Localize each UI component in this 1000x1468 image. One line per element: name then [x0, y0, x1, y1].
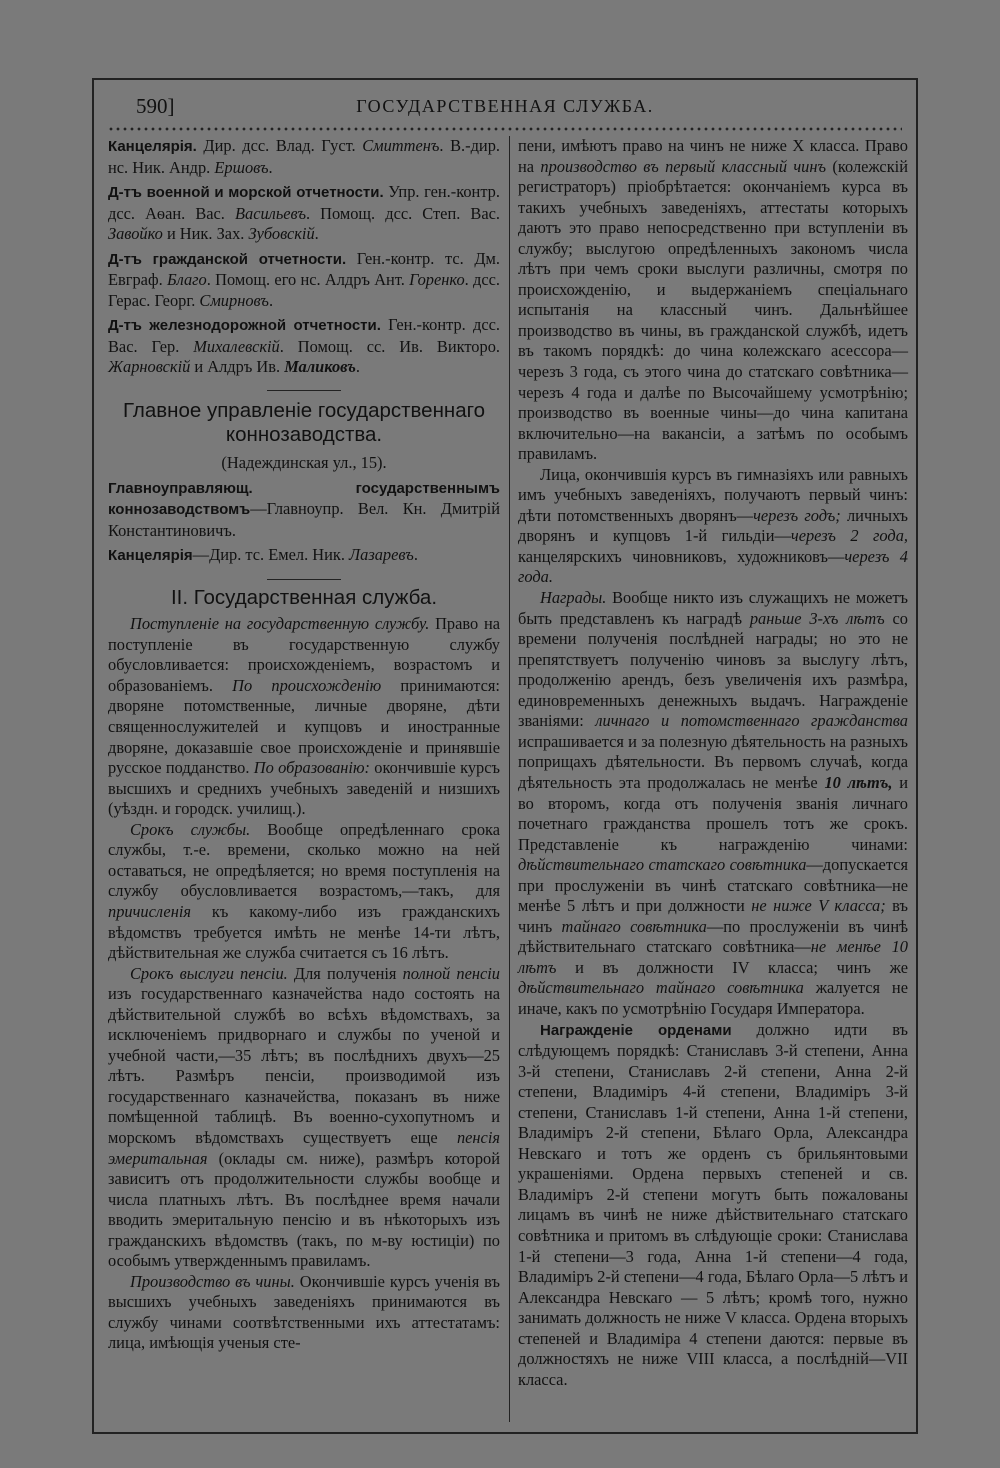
paragraph-continued: пени, имѣютъ право на чинъ не ниже X класса. Право на производство въ первый классный чинъ (колежскій регистраторъ) пріобрѣтается: окончаніемъ курса въ такихъ учебныхъ заведеніяхъ, аттестаты которыхъ даютъ это право непосредственно при вступленіи въ службу; выслугою опредѣленныхъ закономъ числа лѣтъ при чемъ сроки выслуги различны, смотря по происхожденію, и выдержаніемъ спеціальнаго испытанія на классный чинъ. Дальнѣйшее производство въ чины, въ гражданской службѣ, идетъ въ такомъ порядкѣ: до чина колежскаго асессора—черезъ 3 года, съ этого чина до статскаго совѣтника—черезъ 4 года и далѣе по Высочайшему усмотрѣнію; производство въ военные чины—до чина капитана включительно—на вакансіи, а затѣмъ по особымъ правиламъ.	[518, 136, 908, 464]
paragraph-ordena: Награжденіе орденами должно идти въ слѣдующемъ порядкѣ: Станиславъ 3-й степени, Анна 3-й степени, Станиславъ 2-й степени, Анна 2-й степени, Владиміръ 4-й степени, Владиміръ 3-й степени, Станиславъ 1-й степени, Анна 1-й степени, Владиміръ 2-й степени, Бѣлаго Орла, Александра Невскаго и тотъ же орденъ съ брильянтовыми украшеніями. Ордена первыхъ степеней и св. Владиміръ 2-й степени могутъ быть пожалованы лицамъ въ чинѣ не ниже дѣйствительнаго статскаго совѣтника и притомъ въ слѣдующіе сроки: Станислава 1-й степени—3 года, Анна 1-й степени—4 года, Владиміръ 2-й степени—4 года, Бѣлаго Орла—5 лѣтъ и Александра Невскаго — 5 лѣтъ; кромѣ того, нужно занимать должность не ниже V класса. Ордена вторыхъ степеней и Владиміра 4 степени даются: первые въ должностяхъ не ниже VIII класса, а послѣдній—VII класса.	[518, 1019, 909, 1389]
entry-label: Д-тъ военной и морской отчетности.	[108, 184, 384, 202]
entry-voen: Д-тъ военной и морской отчетности. Упр. ген.-контр. дсс. Аѳан. Вас. Васильевъ. Помощ. дсс. Степ. Вас. Завойко и Ник. Зах. Зубовскій.	[108, 182, 500, 244]
book-page	[92, 78, 918, 1434]
paragraph-srok: Срокъ службы. Вообще опредѣленнаго срока службы, т.-е. времени, сколько можно на ней оставаться, не опредѣляется; но время поступленія на службу обусловливается возрастомъ,—такъ, для причисленія къ какому-либо изъ гражданскихъ вѣдомствъ требуется имѣть не менѣе 14-ти лѣтъ, дѣйствительная же служба считается съ 16 лѣтъ.	[108, 819, 501, 963]
divider	[267, 390, 341, 391]
paragraph-postuplenie: Поступленіе на государственную службу. Право на поступленіе въ государственную службу обусловливается: происхожденіемъ, возрастомъ и образованіемъ. По происхожденію принимаются: дворяне потомственные, личные дворяне, дѣти священнослужителей и купцовъ и иностранные дворяне, доказавшіе свое происхожденіе и принявшіе русское подданство. По образованію: окончившіе курсъ высшихъ и среднихъ учебныхъ заведеній и низшихъ (уѣздн. и городск. училищ.).	[108, 614, 500, 819]
paragraph-gimnazii: Лица, окончившія курсъ въ гимназіяхъ или равныхъ имъ учебныхъ заведеніяхъ, получаютъ первый чинъ: дѣти потомственныхъ дворянъ—черезъ годъ; личныхъ дворянъ и купцовъ 1-й гильдіи—черезъ 2 года, канцелярскихъ чиновниковъ, художниковъ—черезъ 4 года.	[518, 464, 909, 587]
address: (Надеждинская ул., 15).	[221, 453, 387, 473]
chapter-title: II. Государственная служба.	[170, 585, 438, 609]
paragraph-lead: Срокъ выслуги пенсіи.	[130, 963, 288, 983]
page-number: 590]	[136, 94, 175, 118]
entry-label: Канцелярія.	[108, 138, 197, 155]
paragraph-pensia: Срокъ выслуги пенсіи. Для полученія полной пенсіи изъ государственнаго казначейства надо состоять на дѣйствительной службѣ во всѣхъ вѣдомствахъ, за исключеніемъ придворнаго и службы по ученой и учебной части,—35 лѣтъ; въ послѣднихъ двухъ—25 лѣтъ. Размѣръ пенсіи, производимой изъ государственнаго казначейства, показанъ въ ниже помѣщенной таблицѣ. Въ военно-сухопутномъ и морскомъ вѣдомствахъ существуетъ еще пенсія эмеритальная (оклады см. ниже), размѣръ которой зависитъ отъ продолжительности службы вообще и числа платныхъ лѣтъ. Въ послѣднее время начали вводить эмеритальную пенсію и въ нѣкоторыхъ изъ гражданскихъ вѣдомствъ (такъ, по м-ву юстиціи) по особымъ утвержденнымъ правиламъ.	[108, 963, 501, 1271]
column-rule	[509, 136, 510, 1422]
wavy-divider	[108, 126, 902, 132]
paragraph-lead: Награжденіе орденами	[540, 1021, 732, 1039]
entry-grazh: Д-тъ гражданской отчетности. Ген.-контр. тс. Дм. Евграф. Благо. Помощ. его нс. Алдръ Ант. Горенко. дсс. Герас. Георг. Смирновъ.	[108, 248, 501, 310]
right-column	[518, 136, 908, 1390]
running-header	[94, 94, 916, 126]
divider	[267, 579, 341, 580]
paragraph-lead: Поступленіе на государственную службу.	[130, 614, 430, 634]
entry-glav-upr: Главноуправляющ. государственнымъ коннозаводствомъ—Главноупр. Вел. Кн. Дмитрій Константиновичъ.	[108, 479, 500, 540]
paragraph-proizvodstvo: Производство въ чины. Окончившіе курсъ ученія въ высшихъ учебныхъ заведеніяхъ принимаются въ службу чинами соотвѣтственными ихъ аттестатамъ: лица, имѣющія ученыя сте-	[108, 1271, 500, 1353]
paragraph-lead: Производство въ чины.	[130, 1271, 295, 1291]
entry-glav-kanc: Канцелярія—Дир. тс. Емел. Ник. Лазаревъ.	[108, 545, 418, 565]
running-title: ГОСУДАРСТВЕННАЯ СЛУЖБА.	[356, 96, 654, 116]
entry-label: Главноуправляющ. государственнымъ коннозаводствомъ	[108, 479, 500, 519]
entry-label: Д-тъ гражданской отчетности.	[108, 250, 347, 268]
entry-label: Канцелярія	[108, 547, 193, 565]
left-column	[108, 136, 500, 1354]
entry-label: Д-тъ железнодорожной отчетности.	[108, 317, 381, 335]
entry-zhel: Д-тъ железнодорожной отчетности. Ген.-контр. дсс. Вас. Гер. Михалевскій. Помощ. сс. Ив. Викторо. Жарновскій и Алдръ Ив. Маликовъ.	[108, 315, 501, 377]
paragraph-lead: Награды.	[540, 588, 607, 608]
paragraph-nagrady: Награды. Вообще никто изъ служащихъ не можетъ быть представленъ къ наградѣ раньше 3-хъ лѣтъ со времени полученія послѣдней награды; но это не препятствуетъ полученію чиновъ за выслугу лѣтъ, продолженію арендъ, безъ увеличенія ихъ размѣра, единовременныхъ денежныхъ выдачъ. Награжденіе званіями: личнаго и потомственнаго гражданства испрашивается и за полезную дѣятельность на разныхъ поприщахъ дѣятельности. Въ первомъ случаѣ, когда дѣятельность эта продолжалась не менѣе 10 лѣтъ, и во второмъ, когда отъ полученія званія личнаго почетнаго гражданства прошелъ тотъ же срокъ. Представленіе къ награжденію чинами: дѣйствительнаго статскаго совѣтника—допускается при прослуженіи въ чинѣ статскаго совѣтника—не менѣе 5 лѣтъ и при должности не ниже V класса; въ чинъ тайнаго совѣтника—по прослуженіи въ чинѣ дѣйствительнаго статскаго совѣтника—не менѣе 10 лѣтъ и въ должности IV класса; чинъ же дѣйствительнаго тайнаго совѣтника жалуется не иначе, какъ по усмотрѣнію Государя Императора.	[518, 588, 909, 1018]
section-heading: Главное управленіе государственнаго коннозаводства.	[122, 399, 486, 447]
entry-kanceliaria: Канцелярія. Дир. дсс. Влад. Густ. Смиттенъ. В.-дир. нс. Ник. Андр. Ершовъ.	[108, 136, 500, 177]
paragraph-lead: Срокъ службы.	[130, 819, 251, 839]
